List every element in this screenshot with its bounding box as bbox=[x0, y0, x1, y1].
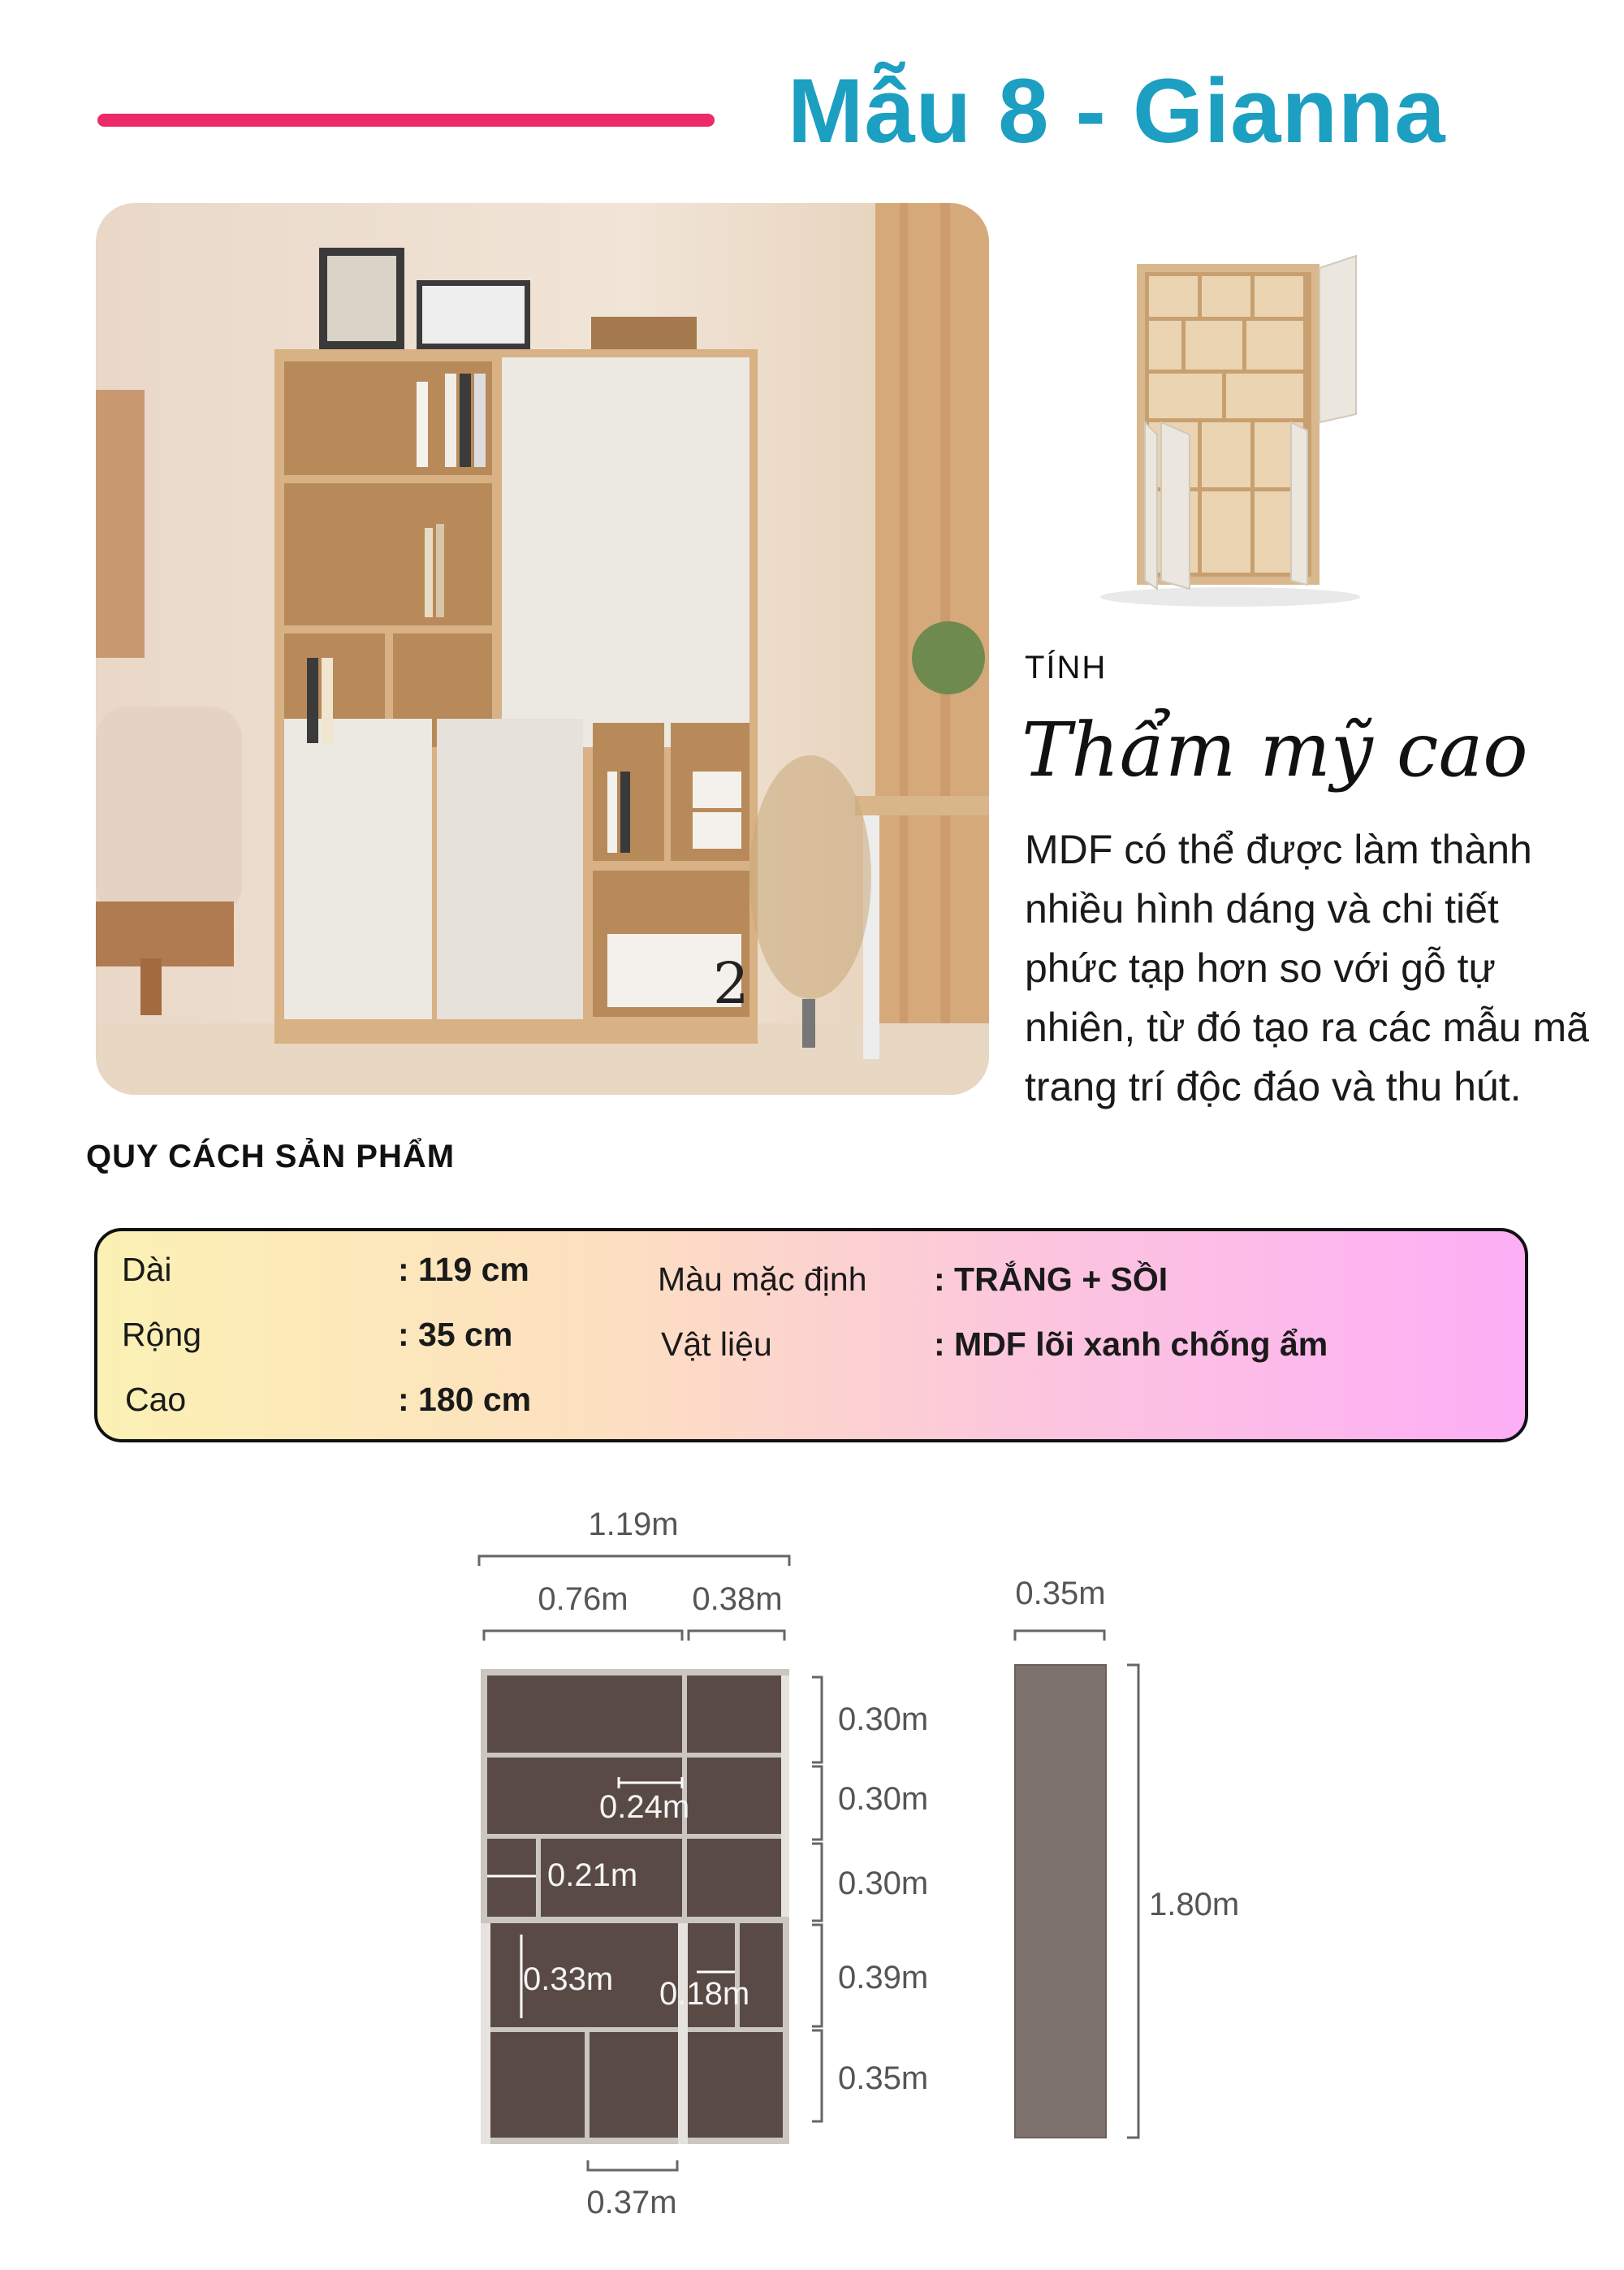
dim-left-width: 0.76m bbox=[538, 1581, 628, 1617]
spec-value-width: : 35 cm bbox=[398, 1316, 513, 1353]
product-thumbnail bbox=[1080, 248, 1380, 613]
spec-table bbox=[94, 1228, 1528, 1442]
dim-inner-3: 0.33m bbox=[523, 1961, 614, 1997]
spec-label-color: Màu mặc định bbox=[658, 1260, 867, 1298]
svg-text:2: 2 bbox=[713, 950, 749, 1017]
dim-row-1: 0.30m bbox=[838, 1701, 929, 1737]
page-title: Mẫu 8 - Gianna bbox=[788, 60, 1446, 162]
spec-value-length: : 119 cm bbox=[398, 1251, 529, 1288]
product-photo bbox=[96, 203, 989, 1095]
dim-row-3: 0.30m bbox=[838, 1866, 929, 1901]
dim-row-5: 0.35m bbox=[838, 2060, 929, 2096]
spec-label-length: Dài bbox=[122, 1251, 172, 1288]
dimension-drawing bbox=[0, 1478, 1624, 2270]
spec-value-color: : TRẮNG + SỒI bbox=[934, 1260, 1168, 1298]
dim-bottom-width: 0.37m bbox=[586, 2185, 677, 2220]
spec-label-material: Vật liệu bbox=[661, 1325, 772, 1363]
spec-value-height: : 180 cm bbox=[398, 1381, 532, 1418]
spec-value-material: : MDF lõi xanh chống ẩm bbox=[934, 1325, 1328, 1363]
feature-headline: Thẩm mỹ cao bbox=[1021, 707, 1528, 793]
spec-heading: QUY CÁCH SẢN PHẨM bbox=[86, 1139, 456, 1174]
title-accent-line bbox=[97, 114, 715, 127]
dim-inner-4: 0.18m bbox=[659, 1976, 750, 2012]
dim-inner-2: 0.21m bbox=[547, 1857, 638, 1893]
cabinet-render bbox=[1080, 248, 1380, 613]
dim-row-2: 0.30m bbox=[838, 1781, 929, 1817]
dim-depth: 0.35m bbox=[1015, 1576, 1106, 1611]
dim-right-width: 0.38m bbox=[692, 1581, 783, 1617]
feature-description: MDF có thể được làm thành nhiều hình dáng và chi tiết phức tạp hơn so với gỗ tự nhiên, từ đó tạo ra các mẫu mã trang trí độc đáo và thu hút. bbox=[1025, 827, 1589, 1109]
dim-inner-1: 0.24m bbox=[599, 1789, 690, 1825]
spec-label-height: Cao bbox=[125, 1381, 187, 1418]
spec-label-width: Rộng bbox=[122, 1316, 202, 1353]
dim-total-width: 1.19m bbox=[588, 1507, 679, 1542]
dim-row-4: 0.39m bbox=[838, 1960, 929, 1995]
feature-kicker: TÍNH bbox=[1025, 650, 1108, 685]
room-illustration bbox=[96, 203, 989, 1095]
dim-height: 1.80m bbox=[1149, 1887, 1240, 1922]
